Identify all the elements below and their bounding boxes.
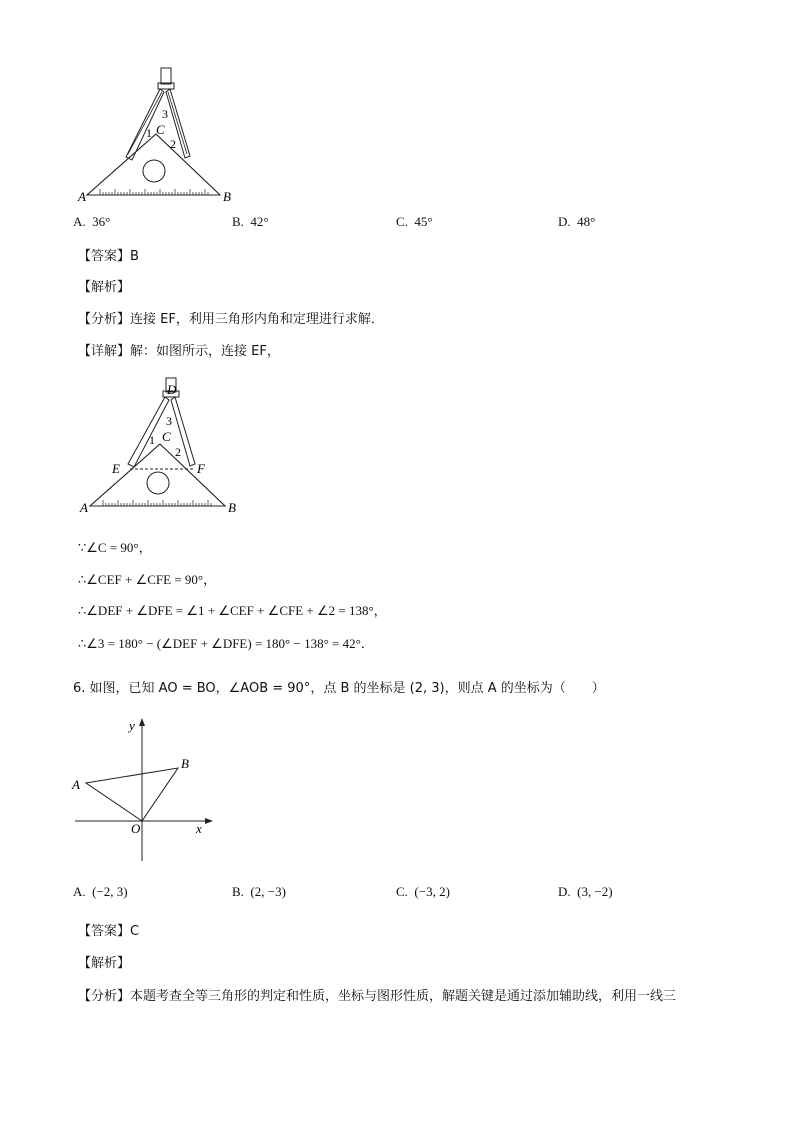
fig2-label-E: E xyxy=(112,461,120,476)
q5-answer-tag: 【答案】 xyxy=(78,249,131,264)
q5-option-d[interactable] xyxy=(558,214,595,230)
q5-option-d-value: 48° xyxy=(577,214,596,229)
q6-fenxi-tag: 【分析】 xyxy=(78,989,131,1004)
q6-option-b[interactable] xyxy=(232,884,286,900)
q6-option-a-label: A. xyxy=(73,884,86,899)
fig6-label-A: A xyxy=(72,777,80,792)
q6-number: 6. xyxy=(73,681,86,696)
q5-analysis-tag: 【解析】 xyxy=(78,280,131,295)
q6-option-c-value: (−3, 2) xyxy=(414,884,450,899)
fig2-label-3: 3 xyxy=(166,414,172,428)
q6-analysis-tag: 【解析】 xyxy=(78,956,131,971)
q5-step-4: ∴∠3 = 180° − (∠DEF + ∠DFE) = 180° − 138° = 42°． xyxy=(78,636,374,651)
fig2-label-1: 1 xyxy=(149,433,155,447)
fig1-label-3: 3 xyxy=(162,107,168,121)
fig6-label-y: y xyxy=(129,718,135,733)
q5-option-a-value: 36° xyxy=(92,214,111,229)
fig1-label-C: C xyxy=(156,122,165,137)
q6-option-c-label: C. xyxy=(396,884,408,899)
q6-option-b-label: B. xyxy=(232,884,244,899)
q6-stem-line xyxy=(73,677,605,696)
q5-option-a-label: A. xyxy=(73,214,86,229)
q5-answer: B xyxy=(130,249,139,264)
fig2-label-B: B xyxy=(228,500,236,515)
fig6-label-x: x xyxy=(196,821,202,836)
q6-fenxi-line xyxy=(78,985,676,1004)
q5-answer-line xyxy=(78,245,139,264)
fig6-label-O: O xyxy=(131,821,141,836)
q5-option-c-label: C. xyxy=(396,214,408,229)
q5-option-b-value: 42° xyxy=(250,214,269,229)
q5-option-c[interactable] xyxy=(396,214,433,230)
fig1-label-2: 2 xyxy=(170,137,176,151)
figure-coordinate-plane xyxy=(70,716,215,866)
q5-detail-line xyxy=(78,340,280,359)
fig2-label-F: F xyxy=(197,461,205,476)
q6-option-a-value: (−2, 3) xyxy=(92,884,128,899)
q5-step-1: ∵∠C = 90°， xyxy=(78,540,152,555)
q5-option-b[interactable] xyxy=(232,214,269,230)
q5-fenxi-tag: 【分析】 xyxy=(78,312,131,327)
q5-option-b-label: B. xyxy=(232,214,244,229)
q6-fenxi-text: 本题考查全等三角形的判定和性质，坐标与图形性质，解题关键是通过添加辅助线，利用一线三 xyxy=(130,989,677,1004)
q5-detail-text: 解：如图所示，连接 EF， xyxy=(130,344,280,359)
q5-fenxi-line xyxy=(78,308,384,327)
q6-answer: C xyxy=(130,924,140,939)
fig1-label-A: A xyxy=(78,189,86,204)
q5-step-3: ∴∠DEF + ∠DFE = ∠1 + ∠CEF + ∠CFE + ∠2 = 138°， xyxy=(78,603,387,618)
figure-compass-triangle-2 xyxy=(70,372,250,520)
fig2-label-D: D xyxy=(167,382,177,397)
fig6-label-B: B xyxy=(181,756,189,771)
q6-answer-line xyxy=(78,920,139,939)
fig2-label-A: A xyxy=(80,500,88,515)
q5-step-2: ∴∠CEF + ∠CFE = 90°， xyxy=(78,572,217,587)
q6-option-a[interactable] xyxy=(73,884,128,900)
fig1-label-B: B xyxy=(223,189,231,204)
q6-option-c[interactable] xyxy=(396,884,450,900)
q6-option-d-label: D. xyxy=(558,884,571,899)
q6-option-d[interactable] xyxy=(558,884,613,900)
q6-answer-tag: 【答案】 xyxy=(78,924,131,939)
q5-fenxi-text: 连接 EF，利用三角形内角和定理进行求解． xyxy=(130,312,384,327)
fig2-label-2: 2 xyxy=(175,445,181,459)
q5-option-c-value: 45° xyxy=(414,214,433,229)
q5-option-d-label: D. xyxy=(558,214,571,229)
figure-compass-triangle-1 xyxy=(70,62,245,210)
q6-stem: 如图，已知 AO = BO，∠AOB = 90°，点 B 的坐标是 (2, 3)，则点 A 的坐标为（ ） xyxy=(89,681,605,696)
fig2-label-C: C xyxy=(162,429,171,444)
q5-detail-tag: 【详解】 xyxy=(78,344,131,359)
q5-option-a[interactable] xyxy=(73,214,110,230)
fig1-label-1: 1 xyxy=(146,126,152,140)
q6-option-b-value: (2, −3) xyxy=(250,884,286,899)
q6-option-d-value: (3, −2) xyxy=(577,884,613,899)
